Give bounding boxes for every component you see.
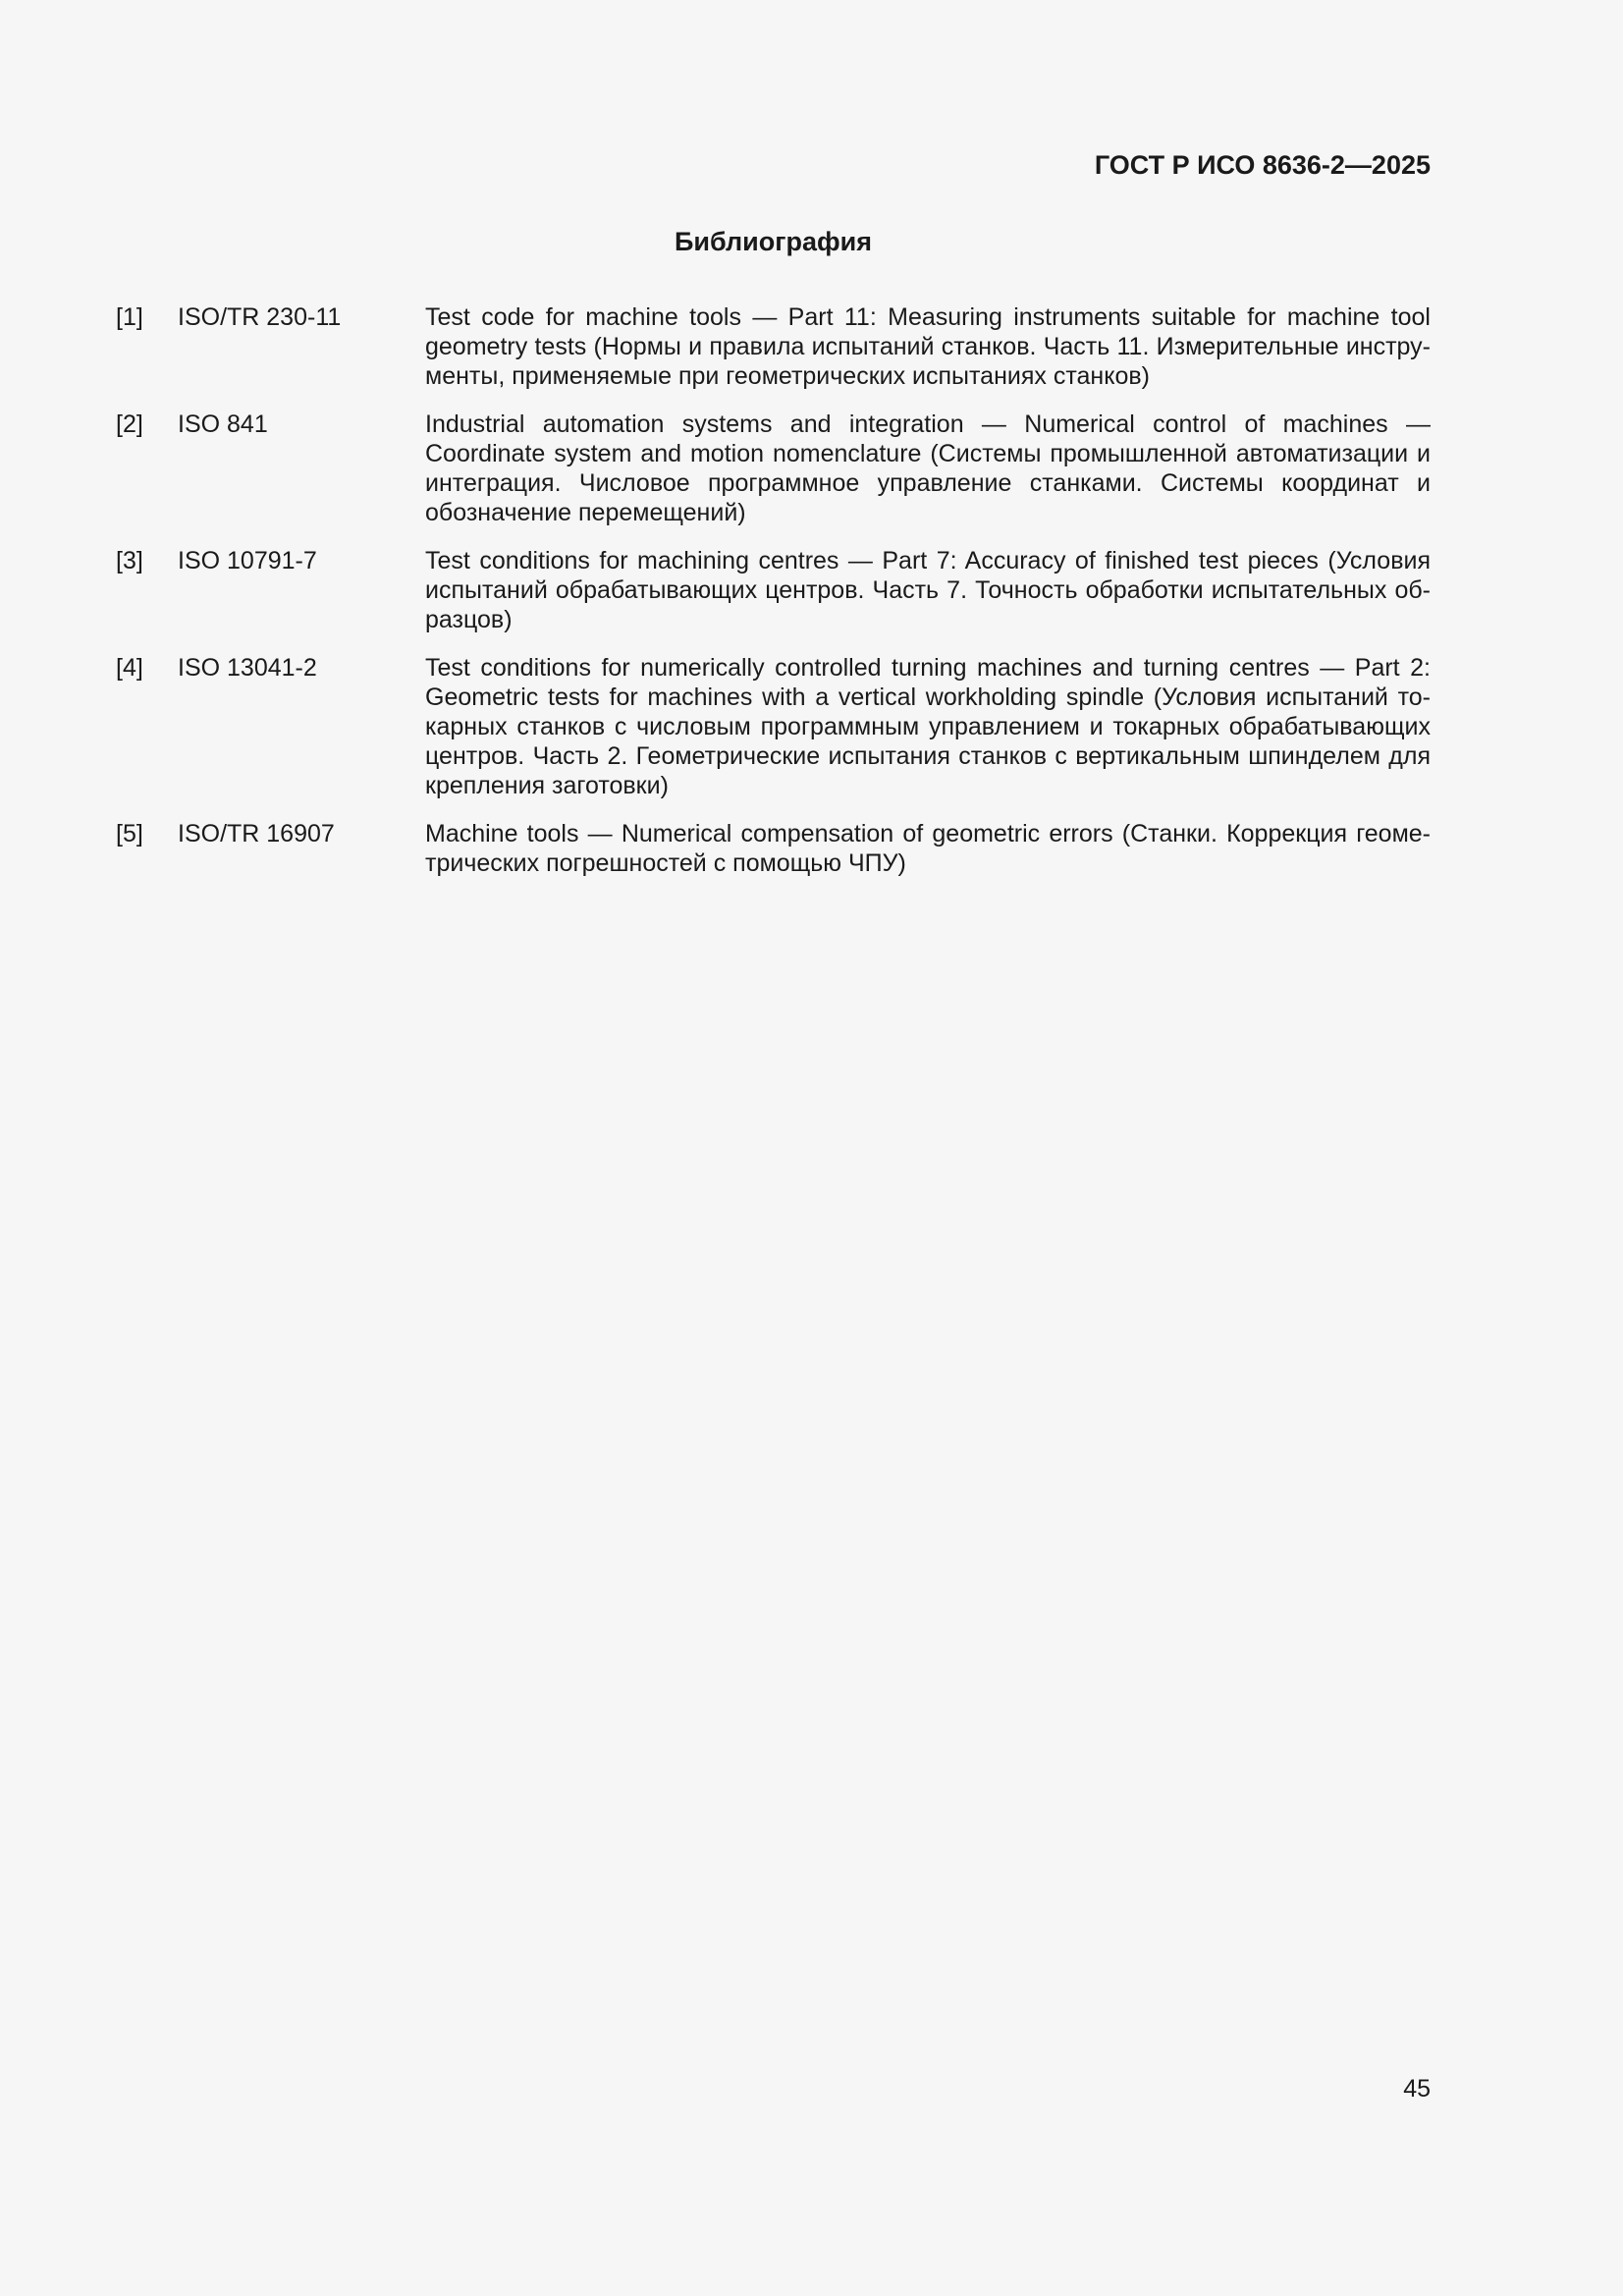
entry-description: Test conditions for numerically controlled turning machines and turning centres — Part 2: Geometric tests for machines with a vertical workholding spindle (Условия испытаний токарных станков с числовым программным управлением и токарных обрабатывающих центров. Часть 2. Геометрические испытания станков с вертикальным шпинделем для крепления заготовки) xyxy=(425,654,1431,799)
section-title: Библиография xyxy=(675,227,872,256)
entry-number: [5] xyxy=(116,820,143,847)
entry-description: Test code for machine tools — Part 11: Measuring instruments suitable for machine tool geometry tests (Нормы и правила испытаний станков. Часть 11. Измерительные инструменты, применяемые при геометрических испытаниях станков) xyxy=(425,303,1431,390)
entry-number: [1] xyxy=(116,303,143,331)
entry-description: Machine tools — Numerical compensation of geometric errors (Станки. Коррекция геометрических погрешностей с помощью ЧПУ) xyxy=(425,820,1431,877)
page-number: 45 xyxy=(1403,2075,1431,2103)
standard-designation: ISO 841 xyxy=(178,410,268,438)
standard-designation: ISO/TR 16907 xyxy=(178,820,335,847)
bibliography-entry xyxy=(116,546,1431,634)
bibliography-entry xyxy=(116,653,1431,800)
entry-description: Industrial automation systems and integration — Numerical control of machines — Coordinate system and motion nomenclature (Системы промышленной автоматизации и интеграция. Числовое программное управление станками. Системы координат и обозначение перемещений) xyxy=(425,410,1431,526)
standard-designation: ISO 13041-2 xyxy=(178,654,317,682)
standard-designation: ISO/TR 230-11 xyxy=(178,303,342,331)
entry-number: [3] xyxy=(116,547,143,574)
entry-description: Test conditions for machining centres — Part 7: Accuracy of finished test pieces (Условия испытаний обрабатывающих центров. Часть 7. Точность обработки испытательных образцов) xyxy=(425,547,1431,633)
bibliography-entry xyxy=(116,302,1431,391)
document-code: ГОСТ Р ИСО 8636-2—2025 xyxy=(1094,150,1431,180)
standard-designation: ISO 10791-7 xyxy=(178,547,317,574)
entry-number: [4] xyxy=(116,654,143,682)
bibliography-entry xyxy=(116,410,1431,527)
bibliography-entry xyxy=(116,819,1431,878)
bibliography-list xyxy=(116,302,1431,897)
entry-number: [2] xyxy=(116,410,143,438)
